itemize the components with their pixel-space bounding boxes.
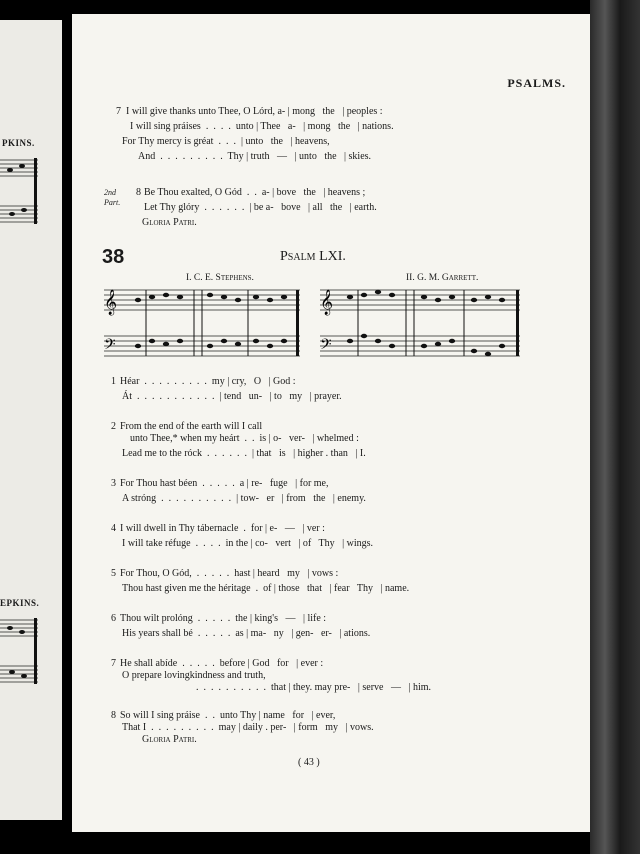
verse-number: 7 (111, 658, 116, 669)
verse-line: For Thy mercy is gréat . . . | unto the | heavens, (122, 136, 330, 147)
adjacent-page-staff (0, 150, 40, 240)
book-binding (590, 0, 640, 854)
verse-line: Let Thy glóry . . . . . . | be a- bove | all the | earth. (144, 202, 377, 213)
verse-number: 8 (111, 710, 116, 721)
verse-number: 1 (111, 376, 116, 387)
verse-number: 5 (111, 568, 116, 579)
verse-line: For Thou, O Gód, . . . . . hast | heard my | vows : (120, 568, 339, 579)
psalm-title: Psalm LXI. (280, 249, 346, 264)
chant-1-score (100, 284, 302, 364)
verse-number: 3 (111, 478, 116, 489)
verse-line: And . . . . . . . . . Thy | truth — | unto the | skies. (138, 151, 372, 162)
gloria-patri: Gloria Patri. (142, 734, 197, 745)
chant-composer-2: II. G. M. Garrett. (406, 273, 479, 283)
verse-line: Lead me to the róck . . . . . . | that is | higher . than | I. (122, 448, 366, 459)
chant-2-score (316, 284, 522, 364)
verse-line: A stróng . . . . . . . . . . | tow- er | from the | enemy. (122, 493, 366, 504)
verse-line: . . . . . . . . . . that | they. may pre- | serve — | him. (196, 682, 432, 693)
verse-line: Át . . . . . . . . . . . | tend un- | to my | prayer. (122, 391, 342, 402)
verse-number: 6 (111, 613, 116, 624)
verse-line: I will give thanks unto Thee, O Lórd, a- | mong the | peoples : (126, 106, 383, 117)
svg-text:𝄞: 𝄞 (104, 290, 118, 315)
verse-line: For Thou hast béen . . . . . a | re- fuge | for me, (120, 478, 329, 489)
verse-line: I will sing práises . . . . unto | Thee a- | mong the | nations. (130, 121, 394, 132)
verse-line: So will I sing práise . . unto Thy | name for | ever, (120, 710, 336, 721)
adjacent-page-word-lower: EPKINS. (0, 598, 40, 608)
verse-number: 7 (116, 106, 121, 117)
running-header: PSALMS. (507, 76, 566, 90)
verse-number: 4 (111, 523, 116, 534)
chant-composer-1: I. C. E. Stephens. (186, 273, 254, 283)
verse-line: unto Thee,* when my heárt . . is | o- ver- | whelmed : (130, 433, 359, 444)
svg-text:𝄞: 𝄞 (320, 290, 334, 315)
second-part-label: 2nd Part. (104, 188, 121, 207)
verse-line: From the end of the earth will I call (120, 421, 263, 432)
svg-text:𝄢: 𝄢 (104, 336, 116, 357)
adjacent-page-word: PKINS. (2, 138, 35, 148)
svg-text:𝄢: 𝄢 (320, 336, 332, 357)
verse-line: Be Thou exalted, O Gód . . a- | bove the | heavens ; (144, 187, 366, 198)
verse-line: I will dwell in Thy tábernacle . for | e- — | ver : (120, 523, 325, 534)
verse-line: Thou hast given me the héritage . of | those that | fear Thy | name. (122, 583, 410, 594)
verse-line: That I . . . . . . . . . may | daily . per- | form my | vows. (122, 722, 374, 733)
page-number: ( 43 ) (298, 757, 320, 768)
verse-line: Héar . . . . . . . . . my | cry, O | God : (120, 376, 296, 387)
adjacent-page-sliver (0, 20, 62, 820)
adjacent-page-staff-lower (0, 610, 40, 700)
verse-line: Thou wilt prolóng . . . . . the | king's — | life : (120, 613, 327, 624)
verse-line: O prepare lovingkindness and truth, (122, 670, 266, 681)
verse-number: 8 (136, 187, 141, 198)
verse-line: He shall abíde . . . . . before | God for | ever : (120, 658, 324, 669)
verse-number: 2 (111, 421, 116, 432)
gloria-patri: Gloria Patri. (142, 217, 197, 228)
chant-number: 38 (102, 246, 125, 268)
verse-line: His years shall bé . . . . . as | ma- ny | gen- er- | ations. (122, 628, 371, 639)
verse-line: I will take réfuge . . . . in the | co- vert | of Thy | wings. (122, 538, 374, 549)
